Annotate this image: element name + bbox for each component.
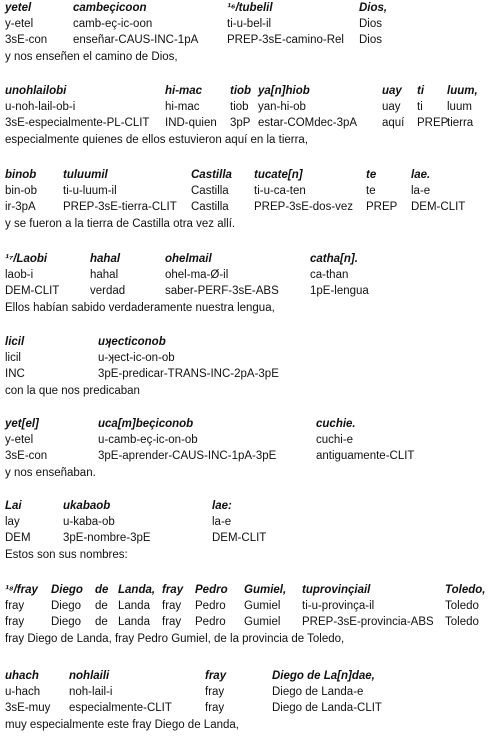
translation-line: y nos enseñen el camino de Dios, [5, 51, 178, 63]
morpheme: fray [5, 600, 25, 612]
gloss: Gumiel [244, 616, 281, 628]
morpheme: lay [5, 516, 20, 528]
gloss: ir-3pA [5, 201, 36, 213]
morpheme: Castilla [191, 185, 229, 197]
word: cambeçicoon [73, 2, 147, 14]
word: luum, [447, 85, 478, 97]
gloss: enseñar-CAUS-INC-1pA [73, 34, 199, 46]
morpheme: u-noh-lail-ob-i [5, 101, 76, 113]
gloss: 1pE-lengua [310, 285, 369, 297]
gloss: estar-COMdec-3pA [258, 117, 358, 129]
morpheme: hahal [90, 269, 119, 281]
word: lae: [212, 500, 232, 512]
morpheme: Toledo [445, 600, 479, 612]
morpheme: u-ʞect-ic-on-ob [98, 352, 175, 364]
morpheme: la-e [411, 185, 431, 197]
word: ti [417, 85, 425, 97]
gloss: Diego de Landa-CLIT [272, 702, 382, 714]
morpheme: de [95, 600, 108, 612]
word: ¹⁷/Laobi [5, 253, 48, 265]
translation-line: y se fueron a la tierra de Castilla otra vez allí. [5, 218, 236, 230]
word: fray [162, 584, 184, 596]
word: Gumiel, [244, 584, 287, 596]
gloss: 3sE-con [5, 450, 48, 462]
morpheme: hi-mac [165, 101, 200, 113]
word: yet[el] [5, 418, 39, 430]
gloss: 3pP [230, 117, 251, 129]
morpheme: ca-than [310, 269, 349, 281]
morpheme: u-hach [5, 686, 41, 698]
word: tuprovinçiail [302, 584, 371, 596]
morpheme: Dios [359, 18, 383, 30]
morpheme: Landa [118, 600, 150, 612]
word: Landa, [118, 584, 156, 596]
gloss: 3pE-predicar-TRANS-INC-2pA-3pE [98, 368, 279, 380]
gloss: saber-PERF-3sE-ABS [165, 285, 279, 297]
word: ukabaob [63, 500, 111, 512]
word: de [95, 584, 109, 596]
gloss: DEM-CLIT [212, 532, 267, 544]
word: unohlailobi [5, 85, 67, 97]
word: Pedro [195, 584, 228, 596]
gloss: antiguamente-CLIT [316, 450, 415, 462]
gloss: Dios [359, 34, 383, 46]
word: hi-mac [165, 85, 203, 97]
gloss: Diego [51, 616, 82, 628]
word: Lai [5, 500, 22, 512]
morpheme: cuchi-e [316, 434, 354, 446]
morpheme: uay [382, 101, 401, 113]
word: nohlaili [69, 670, 110, 682]
word: licil [5, 336, 25, 348]
morpheme: ti-u-luum-il [63, 185, 117, 197]
morpheme: camb-eç-ic-oon [73, 18, 153, 30]
morpheme: y-etel [5, 434, 34, 446]
translation-line: fray Diego de Landa, fray Pedro Gumiel, de la provincia de Toledo, [5, 633, 345, 645]
word: cuchie. [316, 418, 356, 430]
morpheme: te [366, 185, 376, 197]
morpheme: ti-u-ca-ten [254, 185, 306, 197]
gloss: Pedro [195, 616, 226, 628]
word: uay [382, 85, 402, 97]
gloss: Castilla [191, 201, 229, 213]
gloss: tierra [447, 117, 474, 129]
gloss: PREP [417, 117, 449, 129]
gloss: INC [5, 368, 25, 380]
gloss: especialmente-CLIT [69, 702, 172, 714]
translation-line: especialmente quienes de ellos estuvieron aquí en la tierra, [5, 134, 309, 146]
gloss: 3sE-con [5, 34, 48, 46]
gloss: aquí [382, 117, 405, 129]
gloss: PREP-3sE-provincia-ABS [302, 616, 434, 628]
word: Diego de La[n]dae, [272, 670, 375, 682]
gloss: 3pE-nombre-3pE [63, 532, 151, 544]
gloss: 3sE-muy [5, 702, 51, 714]
translation-line: y nos enseñaban. [5, 467, 96, 479]
gloss: Toledo [445, 616, 479, 628]
morpheme: ohel-ma-Ø-il [165, 269, 229, 281]
word: catha[n]. [310, 253, 358, 265]
morpheme: u-camb-eç-ic-on-ob [98, 434, 198, 446]
morpheme: Diego de Landa-e [272, 686, 364, 698]
word: uca[m]beçiconob [98, 418, 194, 430]
morpheme: tiob [230, 101, 249, 113]
translation-line: Estos son sus nombres: [5, 549, 128, 561]
gloss: IND-quien [165, 117, 217, 129]
word: te [366, 169, 377, 181]
translation-line: Ellos habían sabido verdaderamente nuestra lengua, [5, 302, 275, 314]
word: tuluumil [63, 169, 108, 181]
morpheme: luum [447, 101, 472, 113]
translation-line: muy especialmente este fray Diego de Landa, [5, 719, 239, 731]
word: tiob [230, 85, 252, 97]
morpheme: noh-lail-i [69, 686, 113, 698]
word: Diego [51, 584, 83, 596]
morpheme: Diego [51, 600, 82, 612]
morpheme: ti-u-bel-il [227, 18, 272, 30]
gloss: Landa [118, 616, 150, 628]
morpheme: yan-hi-ob [258, 101, 306, 113]
word: uhach [5, 670, 39, 682]
morpheme: ti [417, 101, 423, 113]
word: ¹⁸/fray [5, 584, 38, 596]
translation-line: con la que nos predicaban [5, 385, 140, 397]
gloss: 3pE-aprender-CAUS-INC-1pA-3pE [98, 450, 277, 462]
gloss: fray [205, 702, 225, 714]
word: binob [5, 169, 37, 181]
gloss: verdad [90, 285, 126, 297]
gloss: PREP-3sE-camino-Rel [227, 34, 344, 46]
gloss: fray [162, 616, 182, 628]
gloss: PREP [366, 201, 398, 213]
word: tucate[n] [254, 169, 303, 181]
morpheme: licil [5, 352, 21, 364]
gloss: fray [5, 616, 25, 628]
gloss: DEM-CLIT [411, 201, 466, 213]
word: ohelmail [165, 253, 212, 265]
morpheme: la-e [212, 516, 232, 528]
morpheme: fray [162, 600, 182, 612]
word: fray [205, 670, 227, 682]
gloss: DEM [5, 532, 31, 544]
morpheme: ti-u-provinça-il [302, 600, 375, 612]
morpheme: Gumiel [244, 600, 281, 612]
word: Dios, [359, 2, 388, 14]
word: Toledo, [445, 584, 486, 596]
morpheme: y-etel [5, 18, 34, 30]
morpheme: Pedro [195, 600, 226, 612]
word: Castilla [191, 169, 232, 181]
word: ¹⁶/tubelil [227, 2, 273, 14]
gloss: PREP-3sE-tierra-CLIT [63, 201, 177, 213]
word: ya[n]hiob [258, 85, 310, 97]
gloss: 3sE-especialmente-PL-CLIT [5, 117, 150, 129]
morpheme: fray [205, 686, 225, 698]
word: hahal [90, 253, 121, 265]
gloss: DEM-CLIT [5, 285, 60, 297]
gloss: de [95, 616, 108, 628]
word: lae. [411, 169, 431, 181]
morpheme: laob-i [5, 269, 34, 281]
word: uʞecticonob [98, 336, 166, 348]
word: yetel [5, 2, 32, 14]
morpheme: bin-ob [5, 185, 37, 197]
gloss: PREP-3sE-dos-vez [254, 201, 354, 213]
morpheme: u-kaba-ob [63, 516, 115, 528]
